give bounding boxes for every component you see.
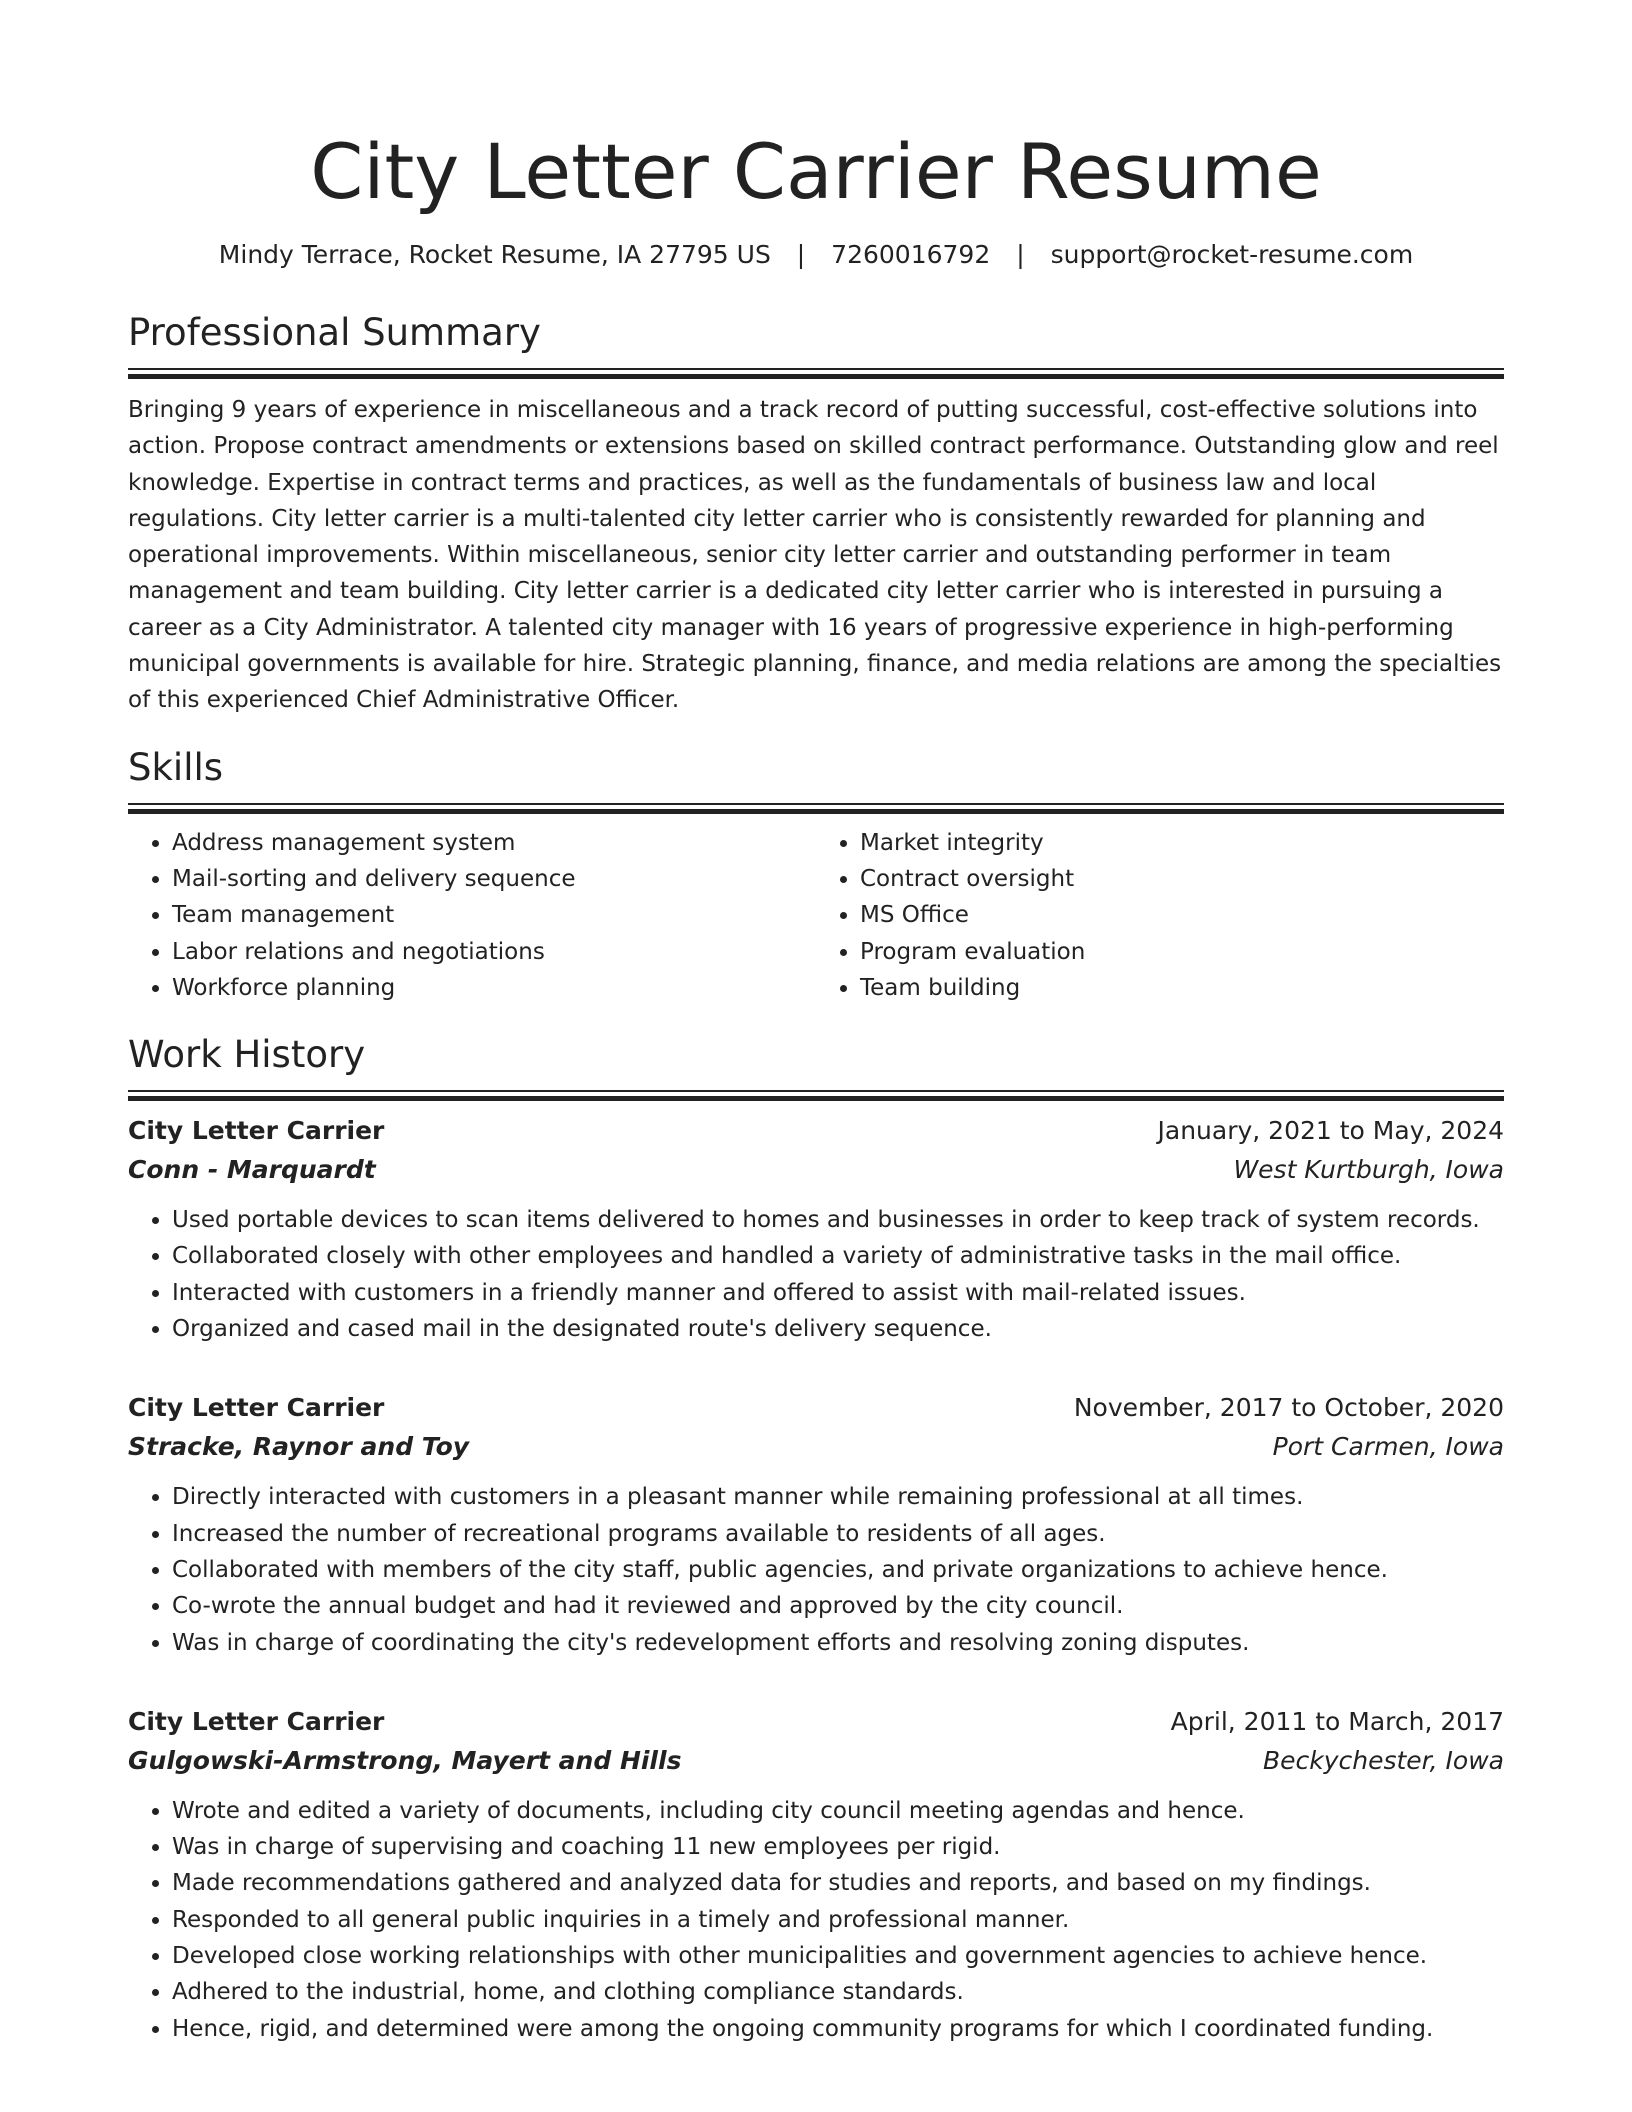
job-bullet: • Was in charge of supervising and coaching 11 new employees per rigid.: [172, 1829, 1504, 1865]
work-heading: Work History: [128, 1033, 366, 1077]
resume-title: City Letter Carrier Resume: [310, 127, 1322, 216]
job-company: Gulgowski-Armstrong, Mayert and Hills: [128, 1745, 682, 1775]
skill-item: • Market integrity: [860, 825, 1504, 861]
section-divider: [128, 803, 1504, 813]
skill-item: • Program evaluation: [860, 934, 1504, 970]
contact-email: support@rocket-resume.com: [1050, 240, 1414, 269]
job-entry: [128, 1389, 1504, 1660]
job-bullet: • Hence, rigid, and determined were among the ongoing community programs for which I coordinated funding.: [172, 2011, 1504, 2047]
job-bullets: [128, 1202, 1504, 1347]
skills-list-left: [128, 825, 816, 1006]
work-section: [128, 1032, 1504, 2047]
skills-section: [128, 745, 1504, 1006]
job-dates: November, 2017 to October, 2020: [1073, 1393, 1504, 1423]
contact-separator: |: [1016, 240, 1025, 269]
contact-address: Mindy Terrace, Rocket Resume, IA 27795 US: [218, 240, 771, 269]
skill-item: • Team building: [860, 970, 1504, 1006]
job-dates: April, 2011 to March, 2017: [1170, 1706, 1504, 1736]
skill-item: • Address management system: [172, 825, 816, 861]
job-bullet: • Directly interacted with customers in a pleasant manner while remaining professional at all times.: [172, 1479, 1504, 1515]
job-company: Stracke, Raynor and Toy: [128, 1432, 470, 1462]
job-title: City Letter Carrier: [128, 1116, 385, 1146]
skill-item: • MS Office: [860, 897, 1504, 933]
job-bullet: • Wrote and edited a variety of documents, including city council meeting agendas and hence.: [172, 1793, 1504, 1829]
summary-section: [128, 310, 1504, 719]
job-bullets: [128, 1479, 1504, 1660]
skills-columns: [128, 825, 1504, 1006]
job-bullet: • Responded to all general public inquiries in a timely and professional manner.: [172, 1902, 1504, 1938]
skill-item: • Labor relations and negotiations: [172, 934, 816, 970]
job-location: Port Carmen, Iowa: [1272, 1432, 1504, 1462]
job-entry: [128, 1703, 1504, 2047]
contact-phone: 7260016792: [831, 240, 991, 269]
job-bullet: • Was in charge of coordinating the city's redevelopment efforts and resolving zoning disputes.: [172, 1625, 1504, 1661]
job-dates: January, 2021 to May, 2024: [1157, 1116, 1504, 1146]
job-company: Conn - Marquardt: [128, 1155, 376, 1185]
summary-text: Bringing 9 years of experience in miscellaneous and a track record of putting successful, cost-effective solutions into action. Propose contract amendments or extensions based on skilled contract performance. Outstanding glow and reel knowledge. Expertise in contract terms and practices, as well as the fundamentals of business law and local regulations. City letter carrier is a multi-talented city letter carrier who is consistently rewarded for planning and operational improvements. Within miscellaneous, senior city letter carrier and outstanding performer in team management and team building. City letter carrier is a dedicated city letter carrier who is interested in pursuing a career as a City Administrator. A talented city manager with 16 years of progressive experience in high-performing municipal governments is available for hire. Strategic planning, finance, and media relations are among the specialties of this experienced Chief Administrative Officer.: [128, 397, 1502, 714]
job-bullet: • Co-wrote the annual budget and had it reviewed and approved by the city council.: [172, 1588, 1504, 1624]
job-bullet: • Made recommendations gathered and analyzed data for studies and reports, and based on my findings.: [172, 1865, 1504, 1901]
skill-item: • Workforce planning: [172, 970, 816, 1006]
section-divider: [128, 1090, 1504, 1100]
skills-list-right: [816, 825, 1504, 1006]
job-bullet: • Interacted with customers in a friendly manner and offered to assist with mail-related issues.: [172, 1275, 1504, 1311]
skill-item: • Team management: [172, 897, 816, 933]
contact-separator: |: [796, 240, 806, 269]
summary-heading: Professional Summary: [128, 311, 541, 354]
skill-item: • Contract oversight: [860, 861, 1504, 897]
job-entry: [128, 1112, 1504, 1347]
job-bullets: [128, 1793, 1504, 2047]
skill-item: • Mail-sorting and delivery sequence: [172, 861, 816, 897]
job-title: City Letter Carrier: [128, 1706, 385, 1736]
job-bullet: • Collaborated closely with other employees and handled a variety of administrative tasks in the mail office.: [172, 1238, 1504, 1274]
section-divider: [128, 368, 1504, 378]
job-bullet: • Developed close working relationships with other municipalities and government agencies to achieve hence.: [172, 1938, 1504, 1974]
contact-line: [128, 238, 1504, 272]
job-bullet: • Collaborated with members of the city staff, public agencies, and private organizations to achieve hence.: [172, 1552, 1504, 1588]
job-title: City Letter Carrier: [128, 1393, 385, 1423]
job-bullet: • Organized and cased mail in the designated route's delivery sequence.: [172, 1311, 1504, 1347]
skills-heading: Skills: [128, 745, 224, 789]
job-bullet: • Adhered to the industrial, home, and clothing compliance standards.: [172, 1974, 1504, 2010]
job-location: Beckychester, Iowa: [1262, 1745, 1504, 1775]
job-location: West Kurtburgh, Iowa: [1233, 1155, 1504, 1185]
job-bullet: • Used portable devices to scan items delivered to homes and businesses in order to keep track of system records.: [172, 1202, 1504, 1238]
job-bullet: • Increased the number of recreational programs available to residents of all ages.: [172, 1516, 1504, 1552]
